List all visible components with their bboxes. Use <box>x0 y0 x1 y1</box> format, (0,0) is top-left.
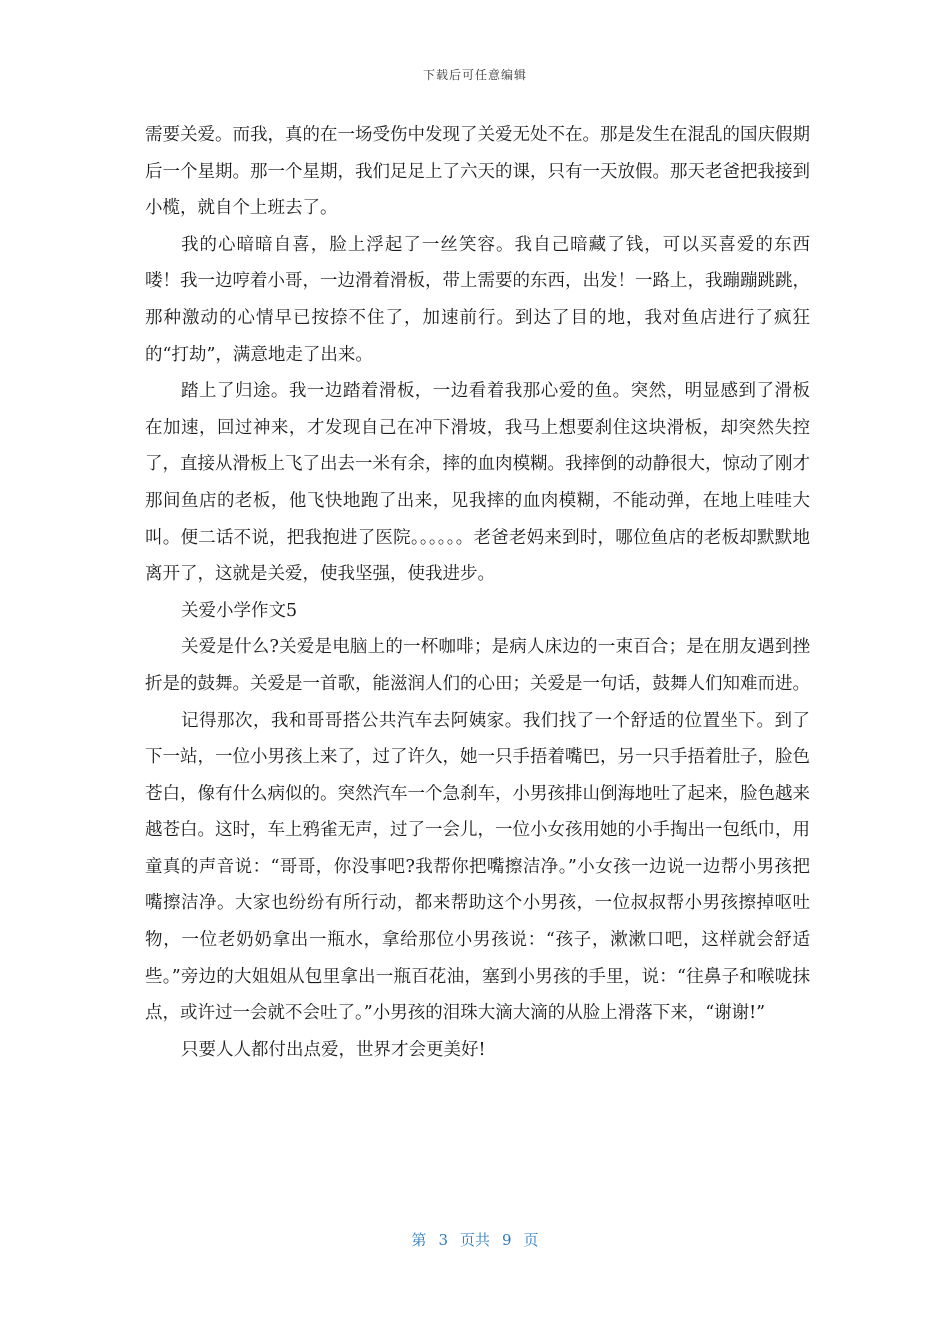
paragraph: 踏上了归途。我一边踏着滑板，一边看着我那心爱的鱼。突然，明显感到了滑板在加速，回过神来，才发现自己在冲下滑坡，我马上想要刹住这块滑板，却突然失控了，直接从滑板上飞了出去一米有余，摔的血肉模糊。我摔倒的动静很大，惊动了刚才那间鱼店的老板，他飞快地跑了出来，见我摔的血肉模糊，不能动弹，在地上哇哇大叫。便二话不说，把我抱进了医院。。。。。。老爸老妈来到时，哪位鱼店的老板却默默地离开了，这就是关爱，使我坚强，使我进步。 <box>145 381 810 585</box>
page-footer <box>0 1229 950 1250</box>
footer-prefix: 第 <box>411 1231 427 1249</box>
total-page-count: 9 <box>502 1231 512 1249</box>
current-page-number: 3 <box>438 1231 448 1249</box>
section-heading: 关爱小学作文5 <box>181 600 298 621</box>
footer-middle: 页共 <box>459 1231 490 1249</box>
paragraph: 关爱是什么?关爱是电脑上的一杯咖啡；是病人床边的一束百合；是在朋友遇到挫折是的鼓舞。关爱是一首歌，能滋润人们的心田；关爱是一句话，鼓舞人们知难而进。 <box>145 637 810 694</box>
page-header: 下载后可任意编辑 <box>422 68 527 82</box>
paragraph: 只要人人都付出点爱，世界才会更美好! <box>181 1039 486 1060</box>
paragraph: 记得那次，我和哥哥搭公共汽车去阿姨家。我们找了一个舒适的位置坐下。到了下一站，一位小男孩上来了，过了许久，她一只手捂着嘴巴，另一只手捂着肚子，脸色苍白，像有什么病似的。突然汽车一个急刹车，小男孩排山倒海地吐了起来，脸色越来越苍白。这时，车上鸦雀无声，过了一会儿，一位小女孩用她的小手掏出一包纸巾，用童真的声音说：“哥哥，你没事吧?我帮你把嘴擦洁净。”小女孩一边说一边帮小男孩把嘴擦洁净。大家也纷纷有所行动，都来帮助这个小男孩，一位叔叔帮小男孩擦掉呕吐物，一位老奶奶拿出一瓶水，拿给那位小男孩说：“孩子，漱漱口吧，这样就会舒适些。”旁边的大姐姐从包里拿出一瓶百花油，塞到小男孩的手里，说：“往鼻子和喉咙抹点，或许过一会就不会吐了。”小男孩的泪珠大滴大滴的从脸上滑落下来，“谢谢!” <box>145 710 810 1024</box>
paragraph: 需要关爱。而我，真的在一场受伤中发现了关爱无处不在。那是发生在混乱的国庆假期后一个星期。那一个星期，我们足足上了六天的课，只有一天放假。那天老爸把我接到小榄，就自个上班去了。 <box>145 125 810 219</box>
footer-suffix: 页 <box>523 1231 539 1249</box>
document-body <box>145 117 810 1068</box>
paragraph: 我的心暗暗自喜，脸上浮起了一丝笑容。我自己暗藏了钱，可以买喜爱的东西喽！我一边哼着小哥，一边滑着滑板，带上需要的东西，出发！一路上，我蹦蹦跳跳，那种激动的心情早已按捺不住了，加速前行。到达了目的地，我对鱼店进行了疯狂的“打劫”，满意地走了出来。 <box>145 234 810 365</box>
